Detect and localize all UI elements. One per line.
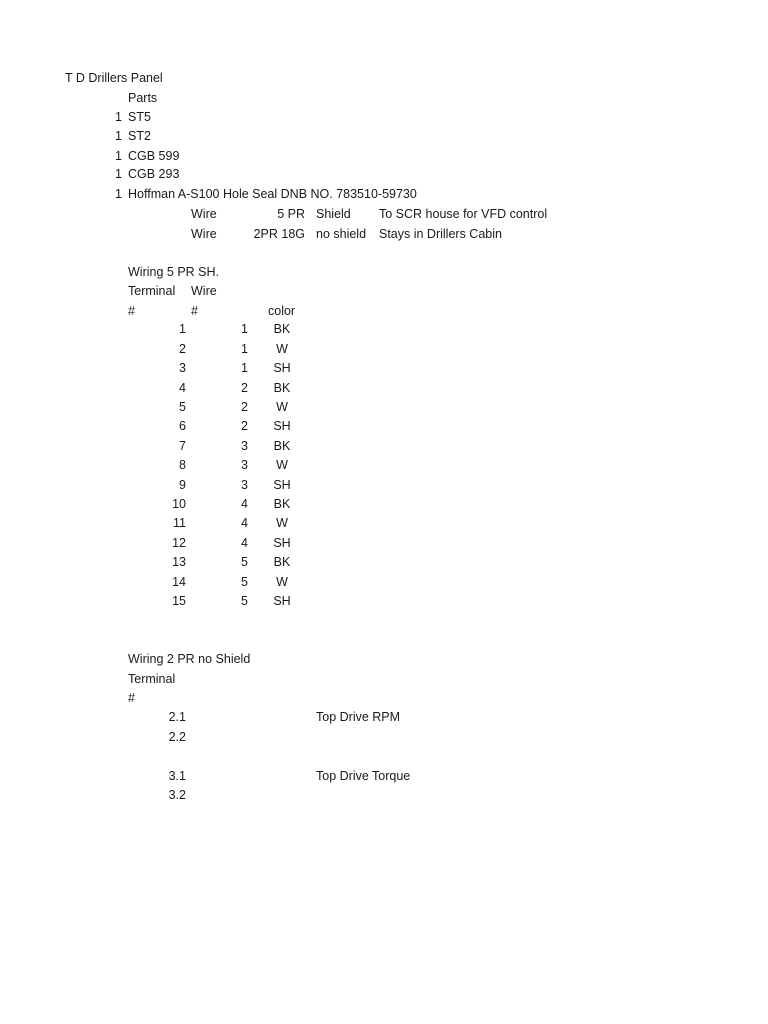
- color-cell: BK: [273, 555, 291, 569]
- wire-size: 2PR 18G: [253, 227, 305, 241]
- terminal-cell: 3.1: [168, 769, 186, 783]
- wire-cell: 3: [241, 458, 248, 472]
- color-cell: SH: [273, 361, 291, 375]
- wire-cell: 2: [241, 400, 248, 414]
- terminal-number-header: #: [128, 691, 135, 705]
- wire-number-header: #: [191, 304, 198, 318]
- part-name: CGB 293: [128, 167, 180, 181]
- wire-label: Wire: [191, 207, 217, 221]
- wire-cell: 4: [241, 497, 248, 511]
- color-cell: BK: [273, 439, 291, 453]
- color-cell: SH: [273, 536, 291, 550]
- wire-cell: 1: [241, 361, 248, 375]
- wire-shield: Shield: [316, 207, 351, 221]
- wire-cell: 3: [241, 478, 248, 492]
- part-name: ST5: [128, 110, 151, 124]
- wire-note: To SCR house for VFD control: [379, 207, 548, 221]
- color-header: color: [268, 304, 296, 318]
- terminal-cell: 6: [179, 419, 186, 433]
- terminal-header: Terminal: [128, 672, 176, 686]
- terminal-number-header: #: [128, 304, 135, 318]
- terminal-cell: 8: [179, 458, 186, 472]
- terminal-cell: 5: [179, 400, 186, 414]
- terminal-cell: 12: [172, 536, 186, 550]
- wire-label: Wire: [191, 227, 217, 241]
- color-cell: SH: [273, 478, 291, 492]
- part-qty: 1: [115, 110, 122, 124]
- wire-cell: 2: [241, 381, 248, 395]
- part-qty: 1: [115, 149, 122, 163]
- terminal-cell: 2: [179, 342, 186, 356]
- terminal-cell: 10: [172, 497, 186, 511]
- wire-size: 5 PR: [277, 207, 305, 221]
- page-title: T D Drillers Panel: [65, 71, 163, 85]
- color-cell: SH: [273, 594, 291, 608]
- wire-header: Wire: [191, 284, 217, 298]
- wire-cell: 1: [241, 342, 248, 356]
- description-cell: Top Drive Torque: [316, 769, 411, 783]
- wire-cell: 4: [241, 516, 248, 530]
- wire-shield: no shield: [316, 227, 367, 241]
- terminal-cell: 2.2: [168, 730, 186, 744]
- terminal-cell: 13: [172, 555, 186, 569]
- color-cell: BK: [273, 497, 291, 511]
- wiring5-title: Wiring 5 PR SH.: [128, 265, 219, 279]
- terminal-cell: 2.1: [168, 710, 186, 724]
- color-cell: BK: [273, 322, 291, 336]
- wire-cell: 3: [241, 439, 248, 453]
- terminal-cell: 3.2: [168, 788, 186, 802]
- color-cell: W: [276, 575, 288, 589]
- wire-note: Stays in Drillers Cabin: [379, 227, 502, 241]
- wire-cell: 2: [241, 419, 248, 433]
- color-cell: W: [276, 516, 288, 530]
- terminal-cell: 9: [179, 478, 186, 492]
- parts-heading: Parts: [128, 91, 158, 105]
- terminal-cell: 14: [172, 575, 186, 589]
- terminal-cell: 7: [179, 439, 186, 453]
- terminal-cell: 15: [172, 594, 186, 608]
- part-name: ST2: [128, 129, 151, 143]
- color-cell: W: [276, 342, 288, 356]
- color-cell: W: [276, 400, 288, 414]
- terminal-cell: 3: [179, 361, 186, 375]
- color-cell: SH: [273, 419, 291, 433]
- part-name: CGB 599: [128, 149, 180, 163]
- wire-cell: 1: [241, 322, 248, 336]
- terminal-cell: 4: [179, 381, 186, 395]
- wire-cell: 5: [241, 575, 248, 589]
- wiring2-title: Wiring 2 PR no Shield: [128, 652, 251, 666]
- wire-cell: 4: [241, 536, 248, 550]
- terminal-header: Terminal: [128, 284, 176, 298]
- wire-cell: 5: [241, 594, 248, 608]
- description-cell: Top Drive RPM: [316, 710, 401, 724]
- part-qty: 1: [115, 129, 122, 143]
- part-qty: 1: [115, 167, 122, 181]
- color-cell: W: [276, 458, 288, 472]
- wire-cell: 5: [241, 555, 248, 569]
- part-qty: 1: [115, 187, 122, 201]
- terminal-cell: 11: [173, 516, 186, 530]
- part-name: Hoffman A-S100 Hole Seal DNB NO. 783510-59730: [128, 187, 417, 201]
- color-cell: BK: [273, 381, 291, 395]
- terminal-cell: 1: [179, 322, 186, 336]
